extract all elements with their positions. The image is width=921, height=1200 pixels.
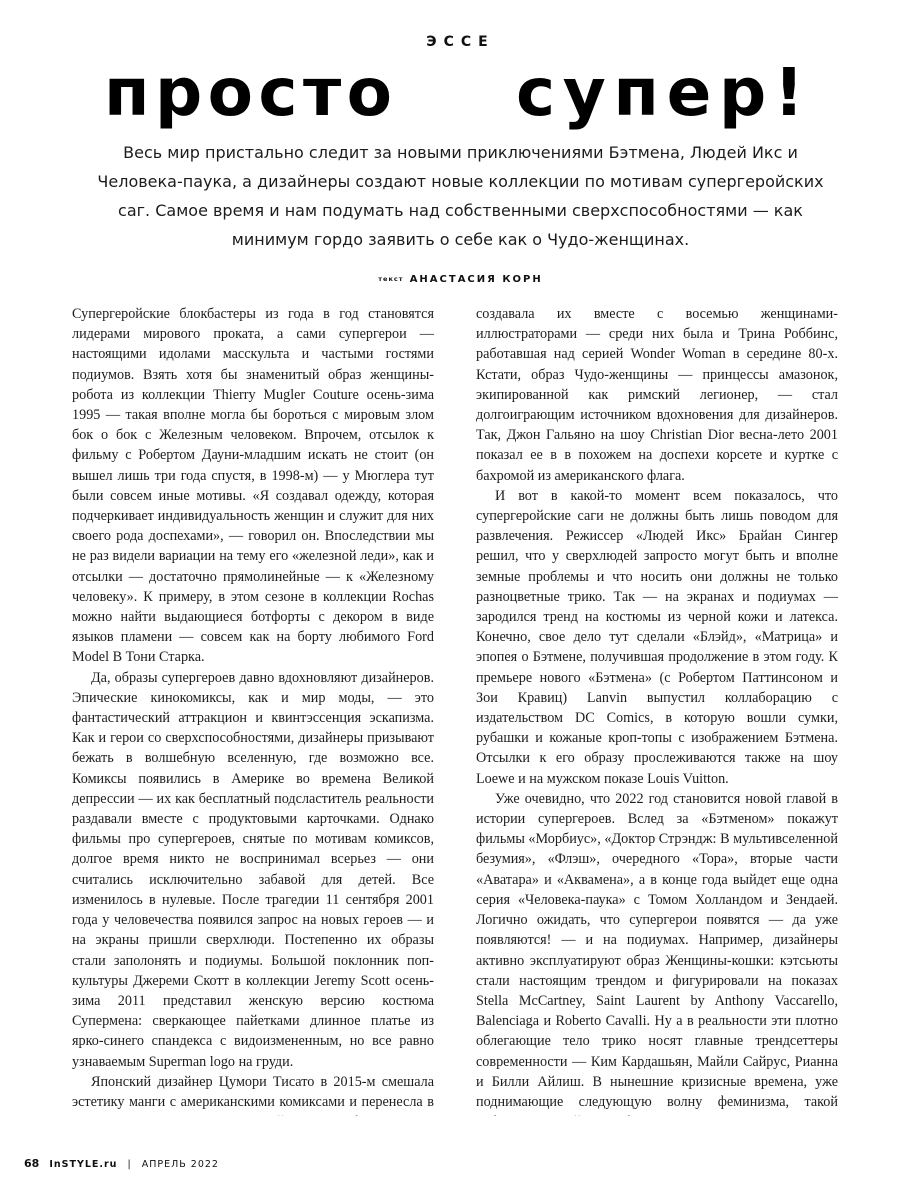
footer-separator: | [127, 1159, 132, 1170]
article-column-left [72, 304, 434, 1116]
byline [0, 274, 921, 285]
paragraph: Японский дизайнер Цумори Тисато в 2015-м смешала эстетику манги с американскими комиксами и перенесла в [72, 1073, 434, 1110]
paragraph: И вот в какой-то момент всем показалось, что супергеройские саги не должны быть лишь поводом для развлечения. Режиссер «Людей Икс» Брайан Сингер решил, что у сверхлюдей запросто могут быть и вполне земные проблемы и что носить они должны не только разноцветные трико. Так — на экранах и подиумах — зародился тренд на костюмы из черной кожи и латекса. Конечно, свое дело тут сделали «Блэйд», «Матрица» и эпопея о Бэтмене, получившая продолжение в этом году. К премьере нового «Бэтмена» (с Робертом Паттинсоном и Зои Кравиц) Lanvin выпустил коллаборацию с издательством DC Comics, в которую вошли сумки, рубашки и кожаные кроп-топы с изображением Бэтмена. Отсылки к его образу прослеживаются также на шоу Loewe и на мужском показе Louis Vuitton. [476, 487, 838, 787]
paragraph: Да, образы супергероев давно вдохновляют дизайнеров. Эпические кинокомиксы, как и мир моды, — это фантастический аттракцион и квинтэссенция эскапизма. Как и герои со сверхспособностями, дизайнеры призывают бежать в волшебную вселенную, где возможно все. Комиксы появились в Америке во времена Великой депрессии — их как бесплатный подсластитель реальности раздавали вместе с продуктовыми карточками. Однако фильмы про супергероев, снятые по мотивам комиксов, долгое время никто не воспринимал всерьез — они считались исключительно забавой для детей. Все изменилось в нулевые. После трагедии 11 сентября 2001 года у человечества появился запрос на новых героев — и на экраны пришли сверхлюди. Постепенно их образы стали заполонять и подиумы. Большой поклонник поп-культуры Джереми Скотт в коллекции Jeremy Scott осень-зима 2011 представил женскую версию костюма Супермена: сверкающее пайетками длинное платье из ярко-синего спандекса с видоизмененным, но все равно узнаваемым Superman logo на груди. [72, 669, 434, 1070]
headline-word-2: с у п е р ! [516, 54, 804, 131]
paragraph: Супергеройские блокбастеры из года в год становятся лидерами мирового проката, а сами супергерои — настоящими идолами масскульта и частыми гостями подиумов. Взять хотя бы знаменитый образ женщины-робота из коллекции Thierry Mugler Couture осень-зима 1995 — такая вполне могла бы бороться с мировым злом бок о бок с Железным человеком. Впрочем, отсылок к фильму с Робертом Дауни-младшим искать не стоит (он вышел лишь три года спустя, в 1998-м) — у Мюглера тут были совсем иные мотивы. «Я создавал одежду, которая подчеркивает индивидуальность женщин и служит для них своего рода доспехами», — говорил он. Впоследствии мы не раз видели вариации на тему его «железной леди», как и отсылки — достаточно прямолинейные — к «Железному человеку». К примеру, в этом сезоне в коллекции Rochas можно найти выдающиеся ботфорты с декором в виде языков пламени — совсем как на борту любимого Ford Model B Тони Старка. [72, 306, 434, 666]
byline-prefix: текст [378, 275, 404, 283]
headline [104, 54, 804, 131]
issue-date: АПРЕЛЬ 2022 [141, 1159, 219, 1170]
paragraph-last [476, 789, 838, 1116]
page-number: 68 [24, 1157, 40, 1170]
paragraph: создавала их вместе с восемью женщинами-иллюстраторами — среди них была и Трина Роббинс, работавшая над серией Wonder Woman в середине 80-х. Кстати, образ Чудо-женщины — принцессы амазонок, экипированной как римский легионер, — стал долгоиграющим источником вдохновения для дизайнеров. Так, Джон Гальяно на шоу Christian Dior весна-лето 2001 показал ее в в похожем на доспехи корсете и куртке с бахромой из американского флага. [476, 306, 838, 484]
headline-word-1: п р о с т о [104, 54, 392, 131]
magazine-name: InSTYLE.ru [49, 1159, 118, 1170]
byline-author: АНАСТАСИЯ КОРН [409, 274, 543, 285]
section-label: ЭССЕ [426, 34, 495, 50]
paragraph-text: Уже очевидно, что 2022 год становится новой главой в истории супергероев. Вслед за «Бэтменом» покажут фильмы «Морбиус», «Доктор Стрэндж: В мультивселенной безумия», «Флэш», очередного «Тора», вторые части «Аватара» и «Аквамена», а в конце года выйдет еще одна серия «Человека-паука» с Томом Холландом и Зендаей. Логично ожидать, что супергерои появятся — да уже появляются! — и на подиумах. Например, дизайнеры активно эксплуатируют образ Женщины-кошки: кэтсьюты стали настоящим трендом и фигурировали на показах Stella McCartney, Saint Laurent by Anthony Vaccarello, Balenciaga и Roberto Cavalli. Ну а в реальности эти плотно облегающие тело трико носят главные трендсеттеры современности — Ким Кардашьян, Майли Сайрус, Рианна и Билли Айлиш. В нынешние кризисные времена, уже поднимающие следующую волну феминизма, такой [476, 790, 838, 1110]
lead-paragraph: Весь мир пристально следит за новыми приключениями Бэтмена, Людей Икс и Человека-паука, а дизайнеры создают новые коллекции по мотивам супергеройских саг. Самое время и нам подумать над собственными сверхспособностями — как минимум гордо заявить о себе как о Чудо-женщинах. [97, 143, 824, 249]
article-column-right [476, 304, 838, 1116]
page-footer [24, 1157, 219, 1170]
